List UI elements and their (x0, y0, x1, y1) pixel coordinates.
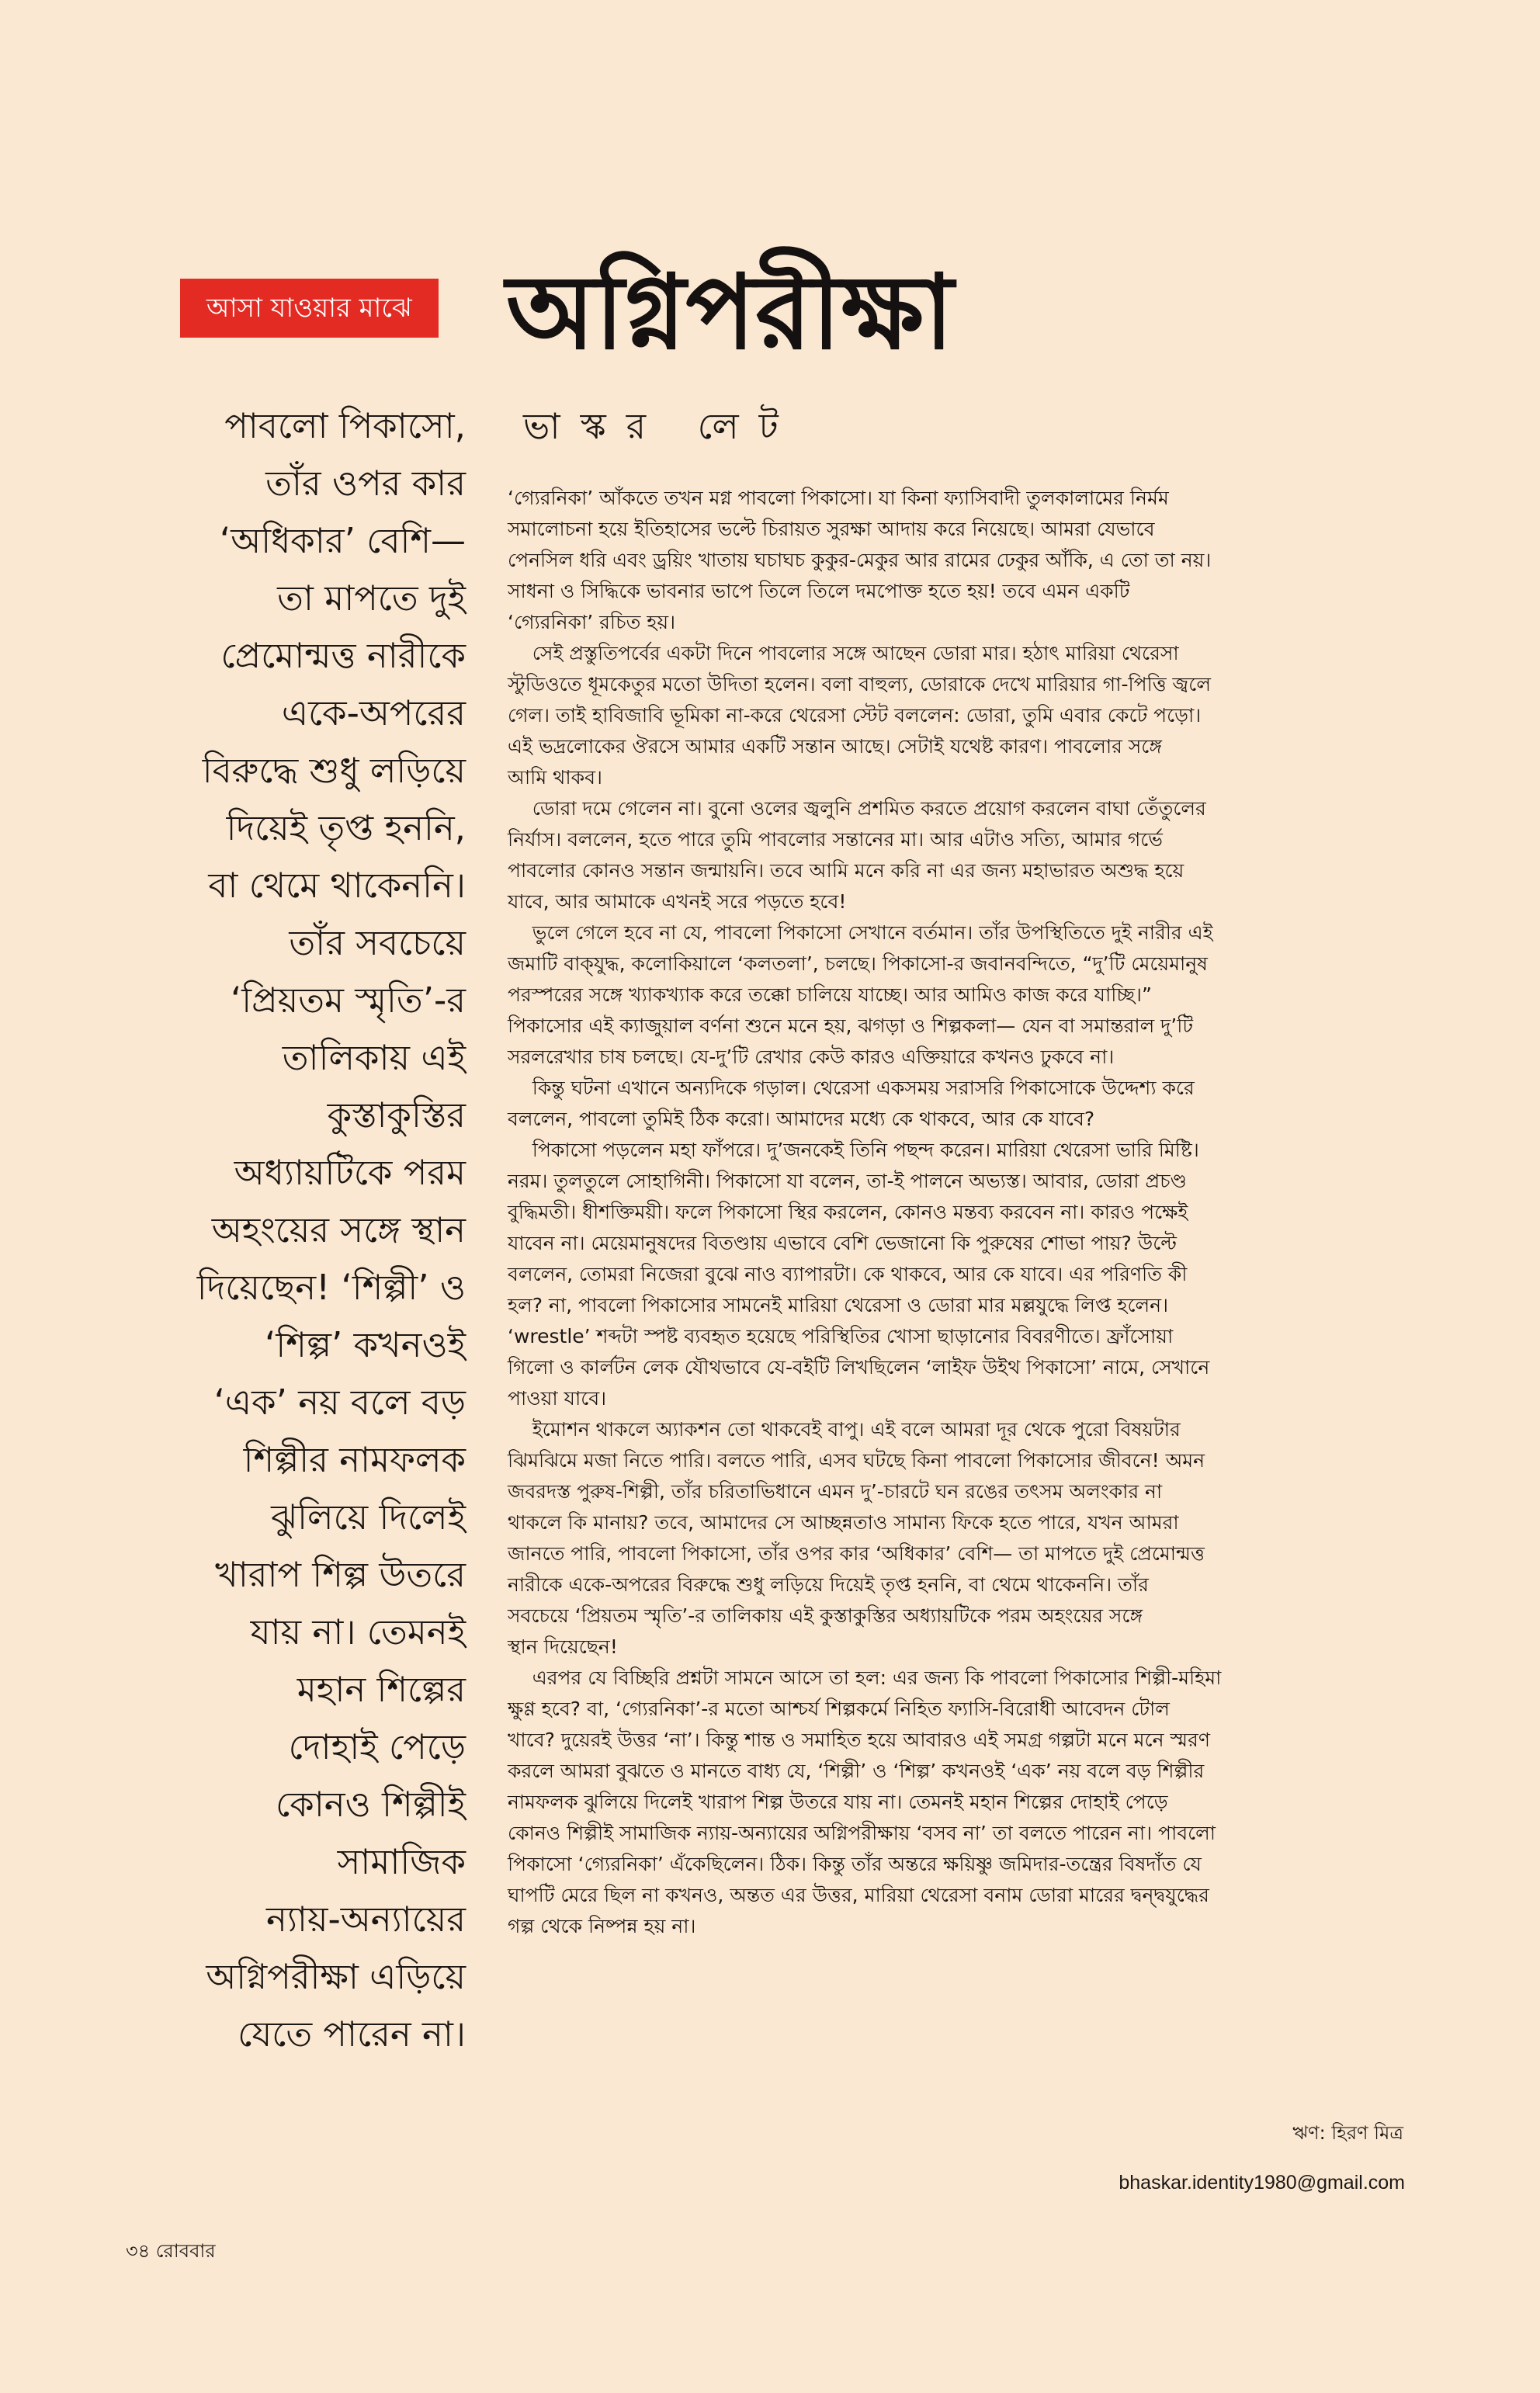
article-paragraph (508, 1414, 1408, 1663)
pull-quote-line: প্রেমোন্মত্ত নারীকে (220, 635, 466, 676)
article-line: এই ভদ্রলোকের ঔরসে আমার একটি সন্তান আছে। সেটাই যথেষ্ট কারণ। পাবলোর সঙ্গে (508, 735, 1162, 758)
article-line: নির্যাস। বললেন, হতে পারে তুমি পাবলোর সন্তানের মা। আর এটাও সত্যি, আমার গর্ভে (508, 828, 1163, 851)
headline: অগ্নিপরীক্ষা (506, 252, 954, 373)
article-line: পেনসিল ধরি এবং ড্রয়িং খাতায় ঘচাঘচ কুকুর-মেকুর আর রামের ঢেকুর আঁকি, এ তো তা নয়। (508, 549, 1212, 571)
article-line: গেল। তাই হাবিজাবি ভূমিকা না-করে থেরেসা স্টেট বললেন: ডোরা, তুমি এবার কেটে পড়ো। (508, 704, 1202, 727)
pull-quote-line: শিল্পীর নামফলক (243, 1439, 466, 1480)
article-line: যাবে, আর আমাকে এখনই সরে পড়তে হবে! (508, 890, 847, 913)
pull-quote-line: ঝুলিয়ে দিলেই (271, 1496, 466, 1538)
article-line: পিকাসো ‘গ্যেরনিকা’ এঁকেছিলেন। ঠিক। কিন্তু তাঁর অন্তরে ক্ষয়িষ্ণু জমিদার-তন্ত্রের বিষদাঁত যে (508, 1853, 1202, 1875)
article-line: ভুলে গেলে হবে না যে, পাবলো পিকাসো সেখানে বর্তমান। তাঁর উপস্থিতিতে দুই নারীর এই (508, 921, 1213, 944)
pull-quote-line: পাবলো পিকাসো, (224, 405, 466, 446)
pull-quote-line: সামাজিক (337, 1841, 466, 1882)
article-line: ‘গ্যেরনিকা’ আঁকতে তখন মগ্ন পাবলো পিকাসো। যা কিনা ফ্যাসিবাদী তুলকালামের নির্মম (508, 487, 1169, 509)
article-line: নরম। তুলতুলে সোহাগিনী। পিকাসো যা বলেন, তা-ই পালনে অভ্যস্ত। আবার, ডোরা প্রচণ্ড (508, 1170, 1187, 1192)
pull-quote-line: ন্যায়-অন্যায়ের (266, 1899, 466, 1940)
article-line: বললেন, পাবলো তুমিই ঠিক করো। আমাদের মধ্যে কে থাকবে, আর কে যাবে? (508, 1108, 1095, 1130)
article-line: গল্প থেকে নিষ্পন্ন হয় না। (508, 1915, 696, 1937)
article-line: কিন্তু ঘটনা এখানে অন্যদিকে গড়াল। থেরেসা একসময় সরাসরি পিকাসোকে উদ্দেশ্য করে (508, 1077, 1195, 1099)
article-line: সবচেয়ে ‘প্রিয়তম স্মৃতি’-র তালিকায় এই কুস্তাকুস্তির অধ্যায়টিকে পরম অহংয়ের সঙ্গে (508, 1604, 1143, 1627)
pull-quote (124, 397, 466, 2063)
article-line: জবরদস্ত পুরুষ-শিল্পী, তাঁর চরিতাভিধানে এমন দু’-চারটে ঘন রঙের তৎসম অলংকার না (508, 1480, 1163, 1503)
article-line: সাধনা ও সিদ্ধিকে ভাবনার ভাপে তিলে তিলে দমপোক্ত হতে হয়! তবে এমন একটি (508, 580, 1130, 602)
page-folio: ৩৪ রোববার (126, 2240, 216, 2262)
article-line: ডোরা দমে গেলেন না। বুনো ওলের জ্বলুনি প্রশমিত করতে প্রয়োগ করলেন বাঘা তেঁতুলের (508, 797, 1206, 820)
article-paragraph (508, 1663, 1408, 1942)
pull-quote-line: তাঁর ওপর কার (265, 463, 466, 504)
article-line: পাবলোর কোনও সন্তান জন্মায়নি। তবে আমি মনে করি না এর জন্য মহাভারত অশুদ্ধ হয়ে (508, 859, 1184, 882)
pull-quote-line: যায় না। তেমনই (250, 1611, 466, 1653)
pull-quote-line: কোনও শিল্পীই (276, 1784, 466, 1825)
pull-quote-line: মহান শিল্পের (297, 1669, 466, 1710)
article-line: বললেন, তোমরা নিজেরা বুঝে নাও ব্যাপারটা। কে থাকবে, আর কে যাবে। এর পরিণতি কী (508, 1263, 1188, 1285)
author-email: bhaskar.identity1980@gmail.com (1119, 2172, 1405, 2194)
pull-quote-line: ‘প্রিয়তম স্মৃতি’-র (230, 980, 466, 1021)
article-line: সমালোচনা হয়ে ইতিহাসের ভল্টে চিরায়ত সুরক্ষা আদায় করে নিয়েছে। আমরা যেভাবে (508, 518, 1155, 540)
article-line: খাবে? দুয়েরই উত্তর ‘না’। কিন্তু শান্ত ও সমাহিত হয়ে আবারও এই সমগ্র গল্পটা মনে মনে স্মরণ (508, 1729, 1210, 1751)
pull-quote-line: বা থেমে থাকেননি। (208, 865, 466, 906)
article-line: সেই প্রস্তুতিপর্বের একটা দিনে পাবলোর সঙ্গে আছেন ডোরা মার। হঠাৎ মারিয়া থেরেসা (508, 642, 1179, 664)
pull-quote-line: তা মাপতে দুই (277, 577, 466, 619)
pull-quote-line: ‘শিল্প’ কখনওই (265, 1324, 466, 1365)
pull-quote-line: খারাপ শিল্প উতরে (215, 1554, 466, 1595)
article-line: স্টুডিওতে ধূমকেতুর মতো উদিতা হলেন। বলা বাহুল্য, ডোরাকে দেখে মারিয়ার গা-পিত্তি জ্বলে (508, 673, 1211, 695)
pull-quote-line: বিরুদ্ধে শুধু লড়িয়ে (202, 750, 466, 791)
pull-quote-line: দোহাই পেড়ে (288, 1726, 466, 1767)
article-line: জানতে পারি, পাবলো পিকাসো, তাঁর ওপর কার ‘অধিকার’ বেশি— তা মাপতে দুই প্রেমোন্মত্ত (508, 1542, 1205, 1565)
article-line: থাকলে কি মানায়? তবে, আমাদের সে আচ্ছন্নতাও সামান্য ফিকে হতে পারে, যখন আমরা (508, 1511, 1179, 1534)
article-line: বুদ্ধিমতী। ধীশক্তিময়ী। ফলে পিকাসো স্থির করলেন, কোনও মন্তব্য করবেন না। কারও পক্ষেই (508, 1201, 1188, 1223)
article-line: যাবেন না। মেয়েমানুষদের বিতণ্ডায় এভাবে বেশি ভেজানো কি পুরুষের শোভা পায়? উল্টে (508, 1232, 1177, 1254)
article-line: ঝিমঝিমে মজা নিতে পারি। বলতে পারি, এসব ঘটছে কিনা পাবলো পিকাসোর জীবনে! অমন (508, 1449, 1205, 1472)
article-line: হল? না, পাবলো পিকাসোর সামনেই মারিয়া থেরেসা ও ডোরা মার মল্লযুদ্ধে লিপ্ত হলেন। (508, 1294, 1169, 1316)
article-line: আমি থাকব। (508, 766, 602, 789)
article-paragraph (508, 1073, 1408, 1135)
article-paragraph (508, 483, 1408, 638)
pull-quote-line: দিয়েই তৃপ্ত হননি, (226, 807, 466, 848)
pull-quote-line: ‘অধিকার’ বেশি— (219, 520, 466, 561)
article-line: স্থান দিয়েছেন! (508, 1635, 618, 1658)
article-line: পিকাসো পড়লেন মহা ফাঁপরে। দু’জনকেই তিনি পছন্দ করেন। মারিয়া থেরেসা ভারি মিষ্টি। (508, 1139, 1199, 1161)
article-paragraph (508, 793, 1408, 917)
article-line: গিলো ও কার্লটন লেক যৌথভাবে যে-বইটি লিখছিলেন ‘লাইফ উইথ পিকাসো’ নামে, সেখানে (508, 1356, 1210, 1379)
article-line: এরপর যে বিচ্ছিরি প্রশ্নটা সামনে আসে তা হল: এর জন্য কি পাবলো পিকাসোর শিল্পী-মহিমা (508, 1666, 1222, 1689)
article-paragraph (508, 638, 1408, 793)
article-line: সরলরেখার চাষ চলছে। যে-দু’টি রেখার কেউ কারও এক্তিয়ারে কখনও ঢুকবে না। (508, 1046, 1115, 1068)
article-line: পাওয়া যাবে। (508, 1387, 607, 1410)
pull-quote-line: অধ্যায়টিকে পরম (234, 1152, 466, 1193)
article-line: পিকাসোর এই ক্যাজুয়াল বর্ণনা শুনে মনে হয়, ঝগড়া ও শিল্পকলা— যেন বা সমান্তরাল দু’টি (508, 1014, 1194, 1037)
pull-quote-line: তাঁর সবচেয়ে (289, 922, 466, 963)
pull-quote-line: দিয়েছেন! ‘শিল্পী’ ও (196, 1267, 466, 1308)
article-line: নারীকে একে-অপরের বিরুদ্ধে শুধু লড়িয়ে দিয়েই তৃপ্ত হননি, বা থেমে থাকেননি। তাঁর (508, 1573, 1149, 1596)
pull-quote-line: ‘এক’ নয় বলে বড় (213, 1382, 466, 1423)
article-paragraph (508, 917, 1408, 1073)
article-line: ‘গ্যেরনিকা’ রচিত হয়। (508, 611, 676, 633)
article-line: কোনও শিল্পীই সামাজিক ন্যায়-অন্যায়ের অগ্নিপরীক্ষায় ‘বসব না’ তা বলতে পারেন না। পাবলো (508, 1822, 1216, 1844)
article-line: ক্ষুণ্ণ হবে? বা, ‘গ্যেরনিকা’-র মতো আশ্চর্য শিল্পকর্মে নিহিত ফ্যাসি-বিরোধী আবেদন টোল (508, 1698, 1170, 1720)
pull-quote-line: তালিকায় এই (282, 1037, 466, 1078)
article-body (508, 483, 1408, 1942)
pull-quote-line: যেতে পারেন না। (238, 2013, 466, 2055)
article-line: জমাটি বাক্‌যুদ্ধ, কলোকিয়ালে ‘কলতলা’, চলছে। পিকাসো-র জবানবন্দিতে, “দু’টি মেয়েমানুষ (508, 952, 1208, 975)
article-line: নামফলক ঝুলিয়ে দিলেই খারাপ শিল্প উতরে যায় না। তেমনই মহান শিল্পের দোহাই পেড়ে (508, 1791, 1168, 1813)
pull-quote-line: অহংয়ের সঙ্গে স্থান (211, 1209, 466, 1250)
article-line: ‘wrestle’ শব্দটা স্পষ্ট ব্যবহৃত হয়েছে পরিস্থিতির খোসা ছাড়ানোর বিবরণীতে। ফ্রাঁসোয়া (508, 1325, 1174, 1347)
article-line: ইমোশন থাকলে অ্যাকশন তো থাকবেই বাপু। এই বলে আমরা দূর থেকে পুরো বিষয়টার (508, 1418, 1181, 1441)
article-paragraph (508, 1135, 1408, 1414)
section-tag: আসা যাওয়ার মাঝে (180, 279, 439, 338)
article-line: করলে আমরা বুঝতে ও মানতে বাধ্য যে, ‘শিল্পী’ ও ‘শিল্প’ কখনওই ‘এক’ নয় বলে বড় শিল্পীর (508, 1760, 1205, 1782)
article-line: ঘাপটি মেরে ছিল না কখনও, অন্তত এর উত্তর, মারিয়া থেরেসা বনাম ডোরা মারের দ্বন্দ্বযুদ্ধের (508, 1884, 1209, 1906)
credit-line: ঋণ: হিরণ মিত্র (1292, 2122, 1403, 2144)
article-line: পরস্পরের সঙ্গে খ্যাকখ্যাক করে তক্কো চালিয়ে যাচ্ছে। আর আমিও কাজ করে যাচ্ছি।” (508, 983, 1152, 1006)
pull-quote-line: একে-অপরের (281, 692, 466, 734)
pull-quote-line: অগ্নিপরীক্ষা এড়িয়ে (206, 1956, 466, 1997)
pull-quote-line: কুস্তাকুস্তির (327, 1094, 466, 1136)
byline: ভাস্কর লেট (523, 405, 799, 447)
